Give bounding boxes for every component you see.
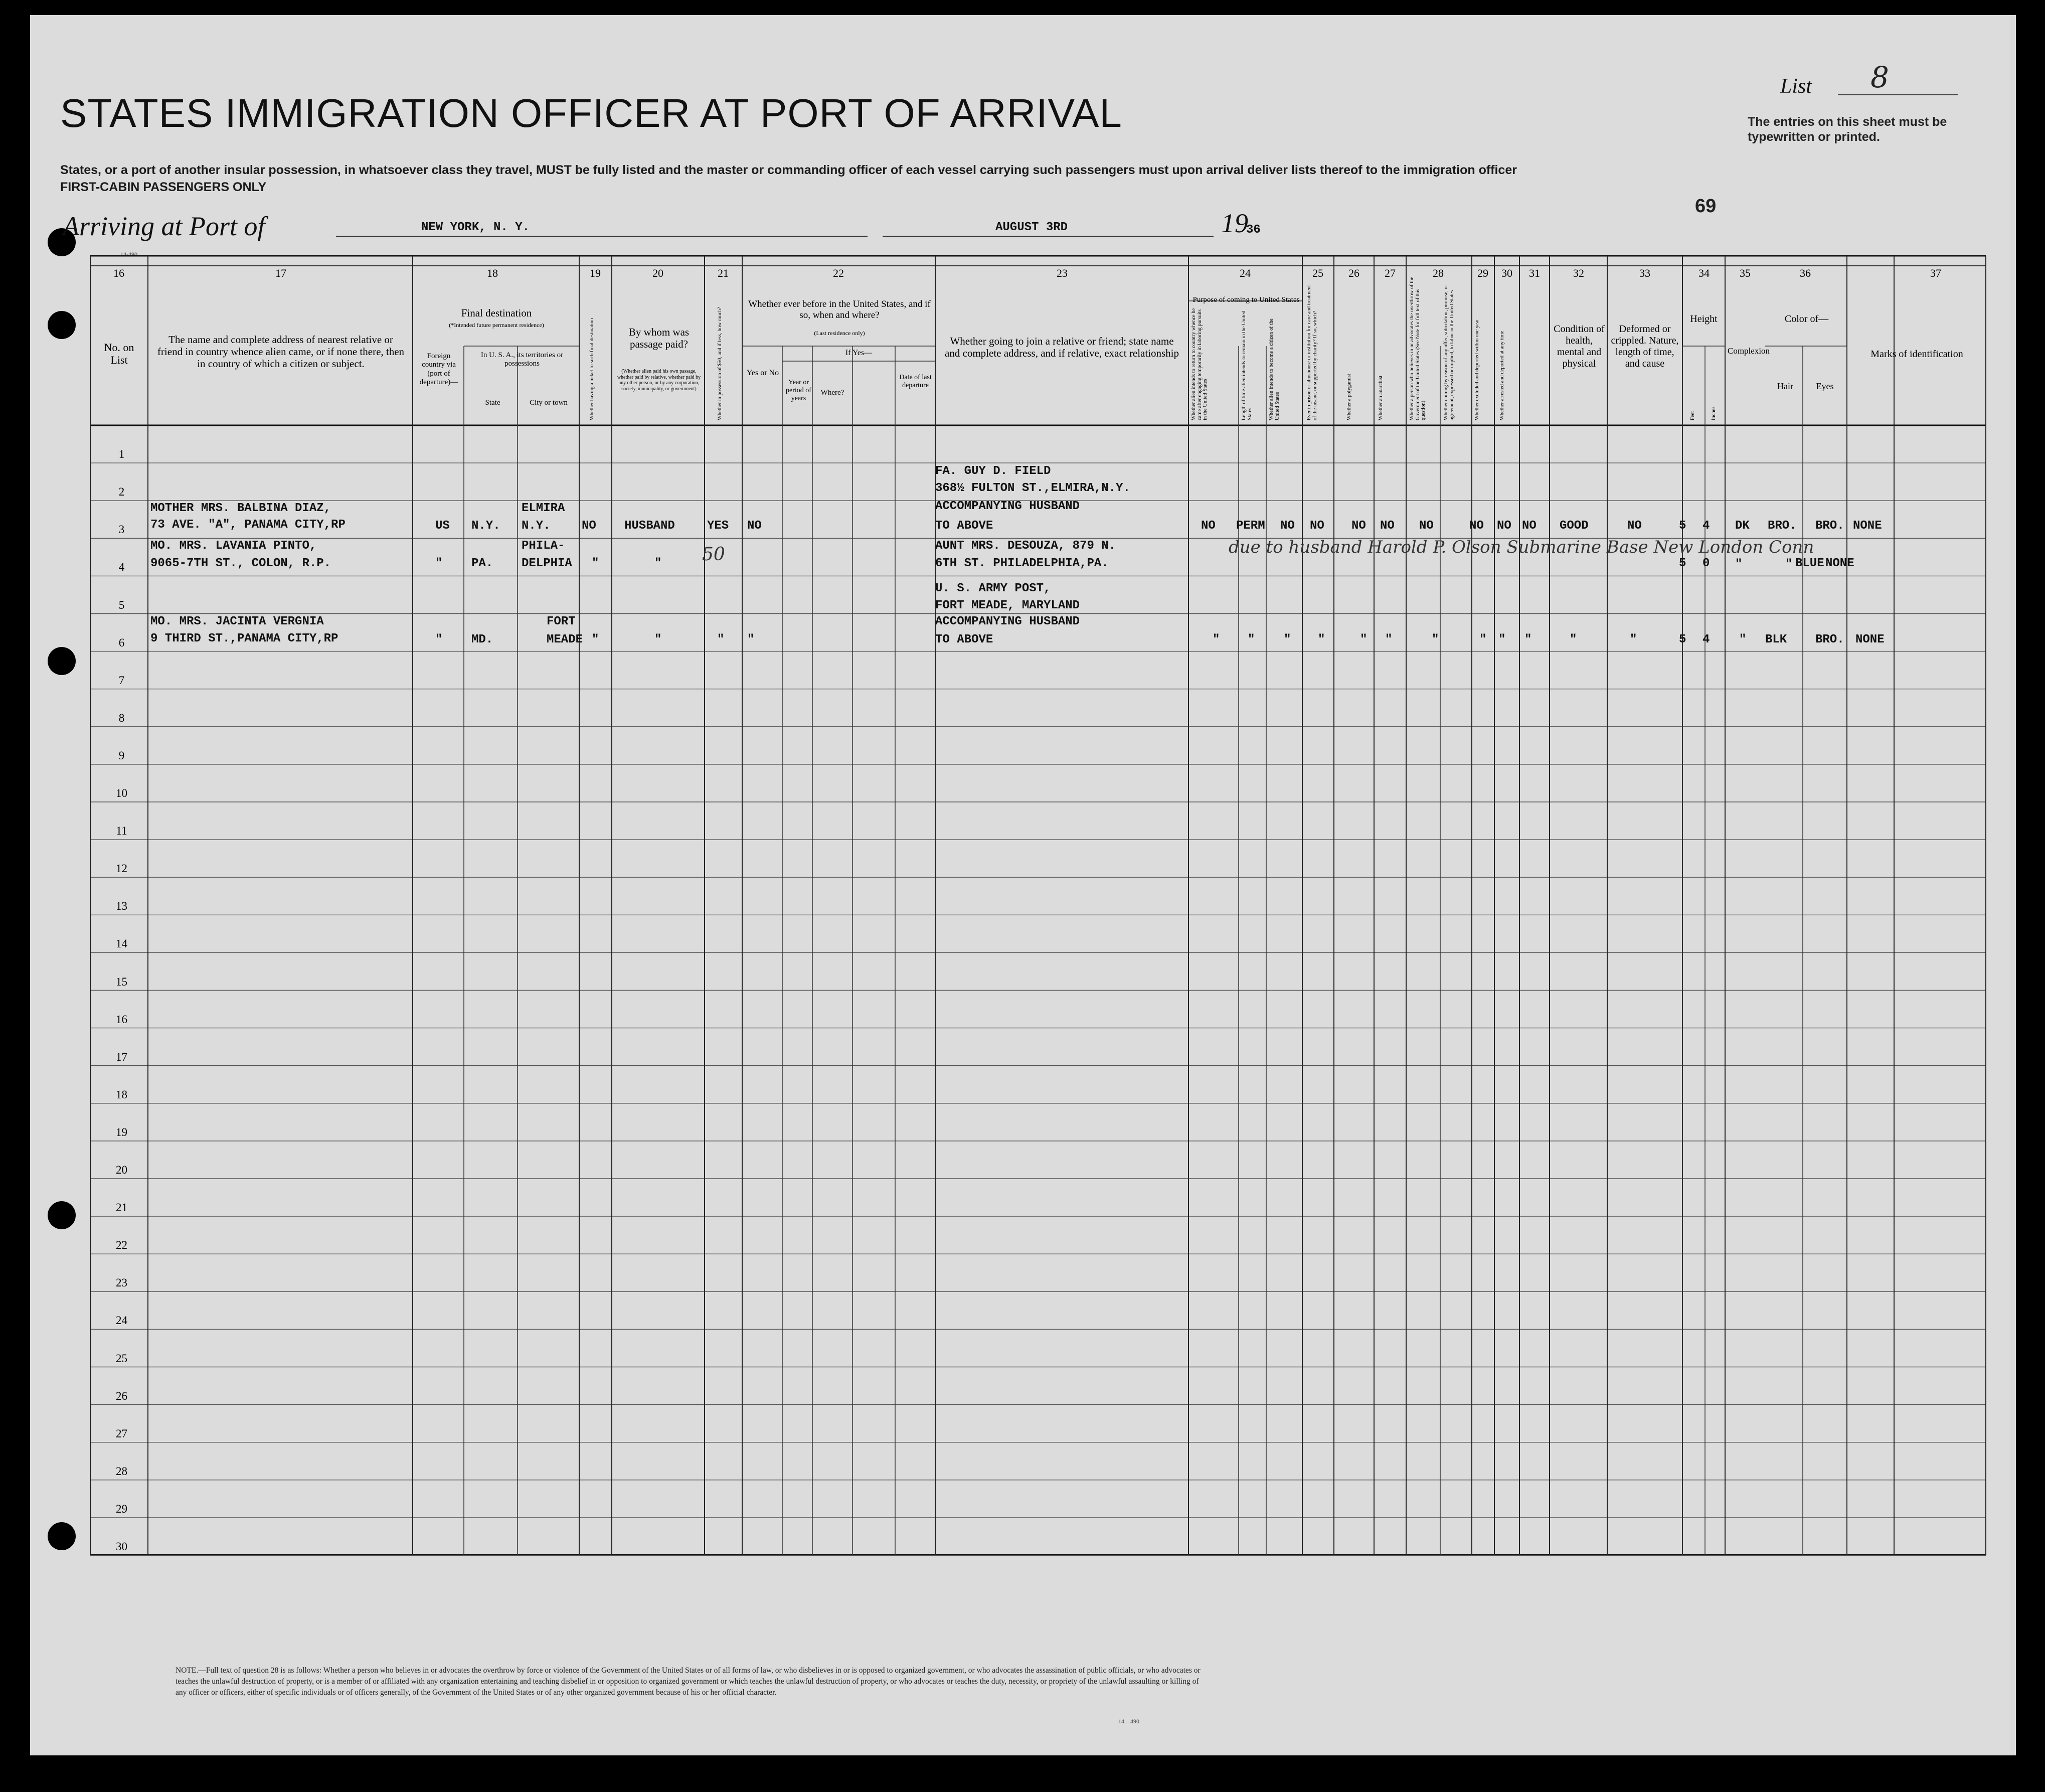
column-number: 35	[1740, 267, 1751, 279]
header-c18-city: City or town	[530, 399, 568, 407]
header-c34-feet: Feet	[1690, 411, 1695, 420]
header-no-on-list: No. on List	[104, 341, 134, 367]
column-number: 26	[1348, 267, 1359, 279]
line-number: 5	[118, 598, 125, 611]
c17-row2b: 73 AVE. "A", PANAMA CITY,RP	[150, 518, 346, 532]
c20-row2: HUSBAND	[624, 519, 675, 533]
c34-feet-row5: 5	[1679, 633, 1686, 646]
c18-city-row3b: DELPHIA	[522, 557, 572, 570]
line-number: 23	[116, 1276, 127, 1289]
c23-row3a: AUNT MRS. DESOUZA, 879 N.	[935, 539, 1116, 553]
header-c22-date: Date of last departure	[899, 374, 932, 390]
c24a-row2: NO	[1201, 519, 1216, 533]
header-c25: Ever in prison or almshouse or institution for care and treatment of the insane, or supported by charity? If so, which?	[1306, 285, 1318, 420]
c21-row5: "	[717, 633, 725, 646]
c17-row3a: MO. MRS. LAVANIA PINTO,	[150, 539, 317, 553]
line-number: 19	[116, 1125, 127, 1138]
c25-row2: NO	[1310, 519, 1324, 533]
c28-row5: "	[1432, 633, 1439, 646]
port-value: NEW YORK, N. Y.	[421, 221, 530, 234]
column-number: 27	[1385, 267, 1396, 279]
c17-row5b: 9 THIRD ST.,PANAMA CITY,RP	[150, 632, 338, 645]
c37-row5: NONE	[1855, 633, 1885, 646]
c36-hair-row5: BLK	[1765, 633, 1787, 646]
header-c24b: Length of time alien intends to remain in the United States	[1241, 310, 1253, 420]
c23-row2c: TO ABOVE	[935, 519, 993, 533]
c21-row2: YES	[707, 519, 729, 533]
c24b-row2: PERM	[1236, 519, 1265, 533]
handwritten-annotation-row3: due to husband Harold P. Olson Submarine Base New London Conn	[1229, 537, 1814, 557]
column-number: 23	[1057, 267, 1068, 279]
header-c20-note: (Whether alien paid his own passage, whether paid by relative, whether paid by any other person, or by any corporation, society, municipality, or government)	[617, 369, 701, 392]
c18-city-row5a: FORT	[547, 615, 576, 628]
header-c28: Whether a person who believes in or advocates the overthrow of the Government of the United States (See Note for full text of this question)	[1409, 276, 1427, 420]
line-number: 21	[116, 1201, 127, 1214]
line-number: 30	[116, 1540, 127, 1553]
line-number: 9	[118, 749, 125, 762]
date-value: AUGUST 3RD	[995, 221, 1068, 234]
line-number: 26	[116, 1389, 127, 1402]
line-number: 2	[118, 485, 125, 499]
header-c32: Condition of health, mental and physical	[1554, 323, 1605, 369]
c23-row5a: ACCOMPANYING HUSBAND	[935, 615, 1080, 628]
c36-hair-row3: "	[1785, 558, 1793, 571]
column-number: 28	[1433, 267, 1444, 279]
c19-row2: NO	[582, 519, 596, 533]
c23-row4b: FORT MEADE, MARYLAND	[935, 599, 1080, 612]
c18-city-row3a: PHILA-	[522, 539, 565, 553]
c36-eyes-row3: BLUE	[1795, 557, 1824, 570]
column-number: 18	[487, 267, 498, 279]
c34-inches-row3: 0	[1702, 557, 1710, 570]
c33-row5: "	[1630, 633, 1637, 646]
c24a-row5: "	[1213, 633, 1220, 646]
c32-row2: GOOD	[1560, 519, 1589, 533]
column-number: 16	[113, 267, 124, 279]
c34-inches-row5: 4	[1702, 633, 1710, 646]
line-number: 12	[116, 862, 127, 875]
header-c24: Purpose of coming to United States	[1192, 296, 1300, 304]
c17-row5a: MO. MRS. JACINTA VERGNIA	[150, 615, 324, 628]
header-c35: Complexion	[1728, 346, 1770, 356]
c37-row2: NONE	[1853, 519, 1882, 533]
year-prefix: 19	[1221, 208, 1248, 238]
c35-row2: DK	[1735, 519, 1750, 533]
line-number: 28	[116, 1464, 127, 1478]
header-c34: Height	[1690, 313, 1718, 324]
c20-row3: "	[654, 557, 662, 570]
stamp-number: 69	[1695, 196, 1717, 217]
line-number: 8	[118, 711, 125, 724]
column-number: 24	[1240, 267, 1251, 279]
header-c33: Deformed or crippled. Nature, length of time, and cause	[1611, 323, 1679, 369]
column-number: 17	[275, 267, 286, 279]
header-c22-period: Year or period of years	[786, 379, 811, 403]
c23-row1: FA. GUY D. FIELD	[935, 464, 1051, 478]
line-number: 17	[116, 1050, 127, 1063]
column-number: 22	[833, 267, 844, 279]
line-number: 11	[116, 825, 127, 838]
header-c22-if-yes: If Yes—	[845, 349, 873, 357]
header-c18-note: (*Intended future permanent residence)	[449, 321, 544, 329]
header-c31: Whether arrested and deported at any time	[1499, 331, 1505, 420]
c26-row2: NO	[1351, 519, 1366, 533]
header-c29: Whether coming by reason of any offer, solicitation, promise, or agreement, expressed or implied, to labor in the United States	[1443, 285, 1455, 420]
column-number: 37	[1930, 267, 1941, 279]
c25-row5: "	[1318, 633, 1325, 646]
form-code: 14-490	[120, 251, 137, 258]
column-number: 36	[1800, 267, 1811, 279]
c23-row5b: TO ABOVE	[935, 633, 993, 646]
header-c37: Marks of identification	[1870, 349, 1963, 360]
header-c22-note: (Last residence only)	[814, 330, 865, 337]
c27-row5: "	[1385, 633, 1393, 646]
c23-row4a: U. S. ARMY POST,	[935, 582, 1051, 595]
c17-row2a: MOTHER MRS. BALBINA DIAZ,	[150, 502, 331, 515]
c18-state-row5: MD.	[471, 633, 493, 646]
c28-row2: NO	[1419, 519, 1434, 533]
c24b-row5: "	[1248, 633, 1255, 646]
line-number: 20	[116, 1164, 127, 1176]
column-number: 30	[1501, 267, 1512, 279]
header-c36-eyes: Eyes	[1816, 381, 1834, 391]
header-c18-state: State	[485, 399, 500, 407]
header-c34-inches: Inches	[1711, 406, 1717, 420]
header-c27: Whether an anarchist	[1378, 375, 1384, 420]
c18-state-row2: N.Y.	[471, 519, 500, 533]
subtitle-line1: States, or a port of another insular possession, in whatsoever class they travel, MUST be fully listed and the master or commanding officer of each vessel carrying such passengers must upon arrival deliver lists thereof to the immigration officer	[60, 163, 1517, 177]
header-c30: Whether excluded and deported within one year	[1474, 319, 1480, 420]
c36-hair-row2: BRO.	[1768, 519, 1797, 533]
header-c36: Color of—	[1784, 313, 1829, 324]
header-c22: Whether ever before in the United States, and if so, when and where?	[748, 299, 931, 320]
c20-row5: "	[654, 633, 662, 646]
c35-row5: "	[1739, 633, 1747, 646]
c26-row5: "	[1360, 633, 1368, 646]
c24c-row2: NO	[1280, 519, 1295, 533]
list-label: List	[1780, 75, 1812, 98]
c34-feet-row3: 5	[1679, 557, 1686, 570]
arriving-label: Arriving at Port of	[63, 211, 265, 241]
c36-eyes-row5: BRO.	[1815, 633, 1844, 646]
line-number: 10	[116, 787, 127, 799]
header-c22-yes-no: Yes or No	[746, 369, 779, 377]
header-c18-us: In U. S. A., its territories or possessions	[480, 351, 564, 368]
instructions: The entries on this sheet must be typewritten or printed.	[1748, 115, 1947, 144]
line-number: 1	[118, 448, 125, 461]
c19-row5: "	[592, 633, 599, 646]
column-number: 33	[1639, 267, 1650, 279]
c22-row2: NO	[747, 519, 762, 533]
c19-row3: "	[592, 557, 599, 570]
c21-row3: 50	[702, 544, 725, 565]
header-c22-where: Where?	[820, 389, 844, 397]
line-number: 7	[118, 674, 125, 687]
line-number: 3	[118, 523, 125, 536]
column-number: 34	[1698, 267, 1710, 279]
c30-row2: NO	[1497, 519, 1511, 533]
c34-inches-row2: 4	[1702, 519, 1710, 533]
c18-foreign-row3: "	[435, 557, 443, 570]
line-number: 13	[116, 900, 127, 913]
c17-row3b: 9065-7TH ST., COLON, R.P.	[150, 557, 331, 570]
c18-city-row2b: N.Y.	[522, 519, 551, 533]
header-c21: Whether in possession of $50, and if less, how much?	[717, 306, 723, 420]
line-number: 14	[116, 937, 127, 950]
column-number: 31	[1529, 267, 1540, 279]
c23-row3b: 6TH ST. PHILADELPHIA,PA.	[935, 557, 1109, 570]
c31-row2: NO	[1522, 519, 1537, 533]
header-c17: The name and complete address of nearest relative or friend in country whence alien came, or if none there, then in country of which a citizen or subject.	[157, 334, 405, 370]
line-number: 18	[116, 1088, 127, 1101]
line-number: 24	[116, 1314, 127, 1327]
c27-row2: NO	[1380, 519, 1395, 533]
c33-row2: NO	[1627, 519, 1642, 533]
column-number: 20	[652, 267, 663, 279]
page-title: STATES IMMIGRATION OFFICER AT PORT OF ARRIVAL	[60, 91, 1122, 135]
column-number: 29	[1477, 267, 1488, 279]
c18-foreign-row5: "	[435, 633, 443, 646]
c18-city-row5b: MEADE	[547, 633, 583, 646]
list-number: 8	[1870, 60, 1889, 94]
column-number: 25	[1312, 267, 1323, 279]
header-c36-hair: Hair	[1777, 381, 1793, 391]
c23-row2b: ACCOMPANYING HUSBAND	[935, 500, 1080, 513]
line-number: 27	[116, 1427, 127, 1440]
c18-state-row3: PA.	[471, 557, 493, 570]
line-number: 22	[116, 1239, 127, 1252]
line-number: 6	[118, 636, 125, 649]
c29-row5: "	[1479, 633, 1487, 646]
column-number: 21	[718, 267, 729, 279]
column-number: 32	[1573, 267, 1584, 279]
line-number: 15	[116, 975, 127, 988]
column-number: 19	[590, 267, 601, 279]
c35-row3: "	[1735, 558, 1743, 571]
c37-row3: NONE	[1825, 557, 1854, 570]
header-c26: Whether a polygamist	[1346, 374, 1352, 420]
header-c20: By whom was passage paid?	[628, 326, 690, 351]
header-c18-foreign: Foreign country via (port of departure)—	[419, 352, 458, 386]
line-number: 4	[118, 561, 125, 574]
c30-row5: "	[1498, 633, 1506, 646]
year-suffix: 36	[1246, 223, 1261, 237]
header-c24a: Whether alien intends to return to country whence he came after engaging temporarily in laboring pursuits in the United States	[1191, 308, 1209, 420]
line-number: 29	[116, 1502, 127, 1515]
c34-feet-row2: 5	[1679, 519, 1686, 533]
line-number: 16	[116, 1013, 127, 1026]
c23-row2a: 368½ FULTON ST.,ELMIRA,N.Y.	[935, 481, 1130, 495]
line-number: 25	[116, 1352, 127, 1365]
c24c-row5: "	[1284, 633, 1291, 646]
header-c23: Whether going to join a relative or friend; state name and complete address, and if relative, exact relationship	[944, 335, 1179, 360]
c18-city-row2a: ELMIRA	[522, 502, 565, 515]
header-c18: Final destination	[461, 307, 532, 319]
c36-eyes-row2: BRO.	[1815, 519, 1844, 533]
c22-row5: "	[747, 633, 755, 646]
header-c19: Whether having a ticket to such final destination	[589, 318, 595, 420]
subtitle-line2: FIRST-CABIN PASSENGERS ONLY	[60, 180, 267, 194]
c31-row5: "	[1524, 633, 1532, 646]
footer-code: 14—490	[1118, 1718, 1139, 1725]
footnote: NOTE.—Full text of question 28 is as follows: Whether a person who believes in or advocates the overthrow by force or violence of the Government of the United States or of all forms of law, or who disbelieves in or is opposed to organized government, or who advocates the assassination of public officials, or who advocates or teaches the unlawful destruction of property, or is a member of or affiliated with any organization entertaining and teaching disbelief in or opposition to organized government or which teaches the unlawful destruction of property, or who advocates or teaches the duty, necessity, or propriety of the unlawful assaulting or killing of any officer or officers, either of specific individuals or of officers generally, of the Government of the United States or of any other organized government because of his or her official character.	[176, 1666, 1201, 1697]
header-c24c: Whether alien intends to become a citizen of the United States	[1269, 318, 1280, 420]
c18-foreign-row2: US	[435, 519, 450, 533]
c32-row5: "	[1570, 633, 1577, 646]
c29-row2: NO	[1469, 519, 1484, 533]
